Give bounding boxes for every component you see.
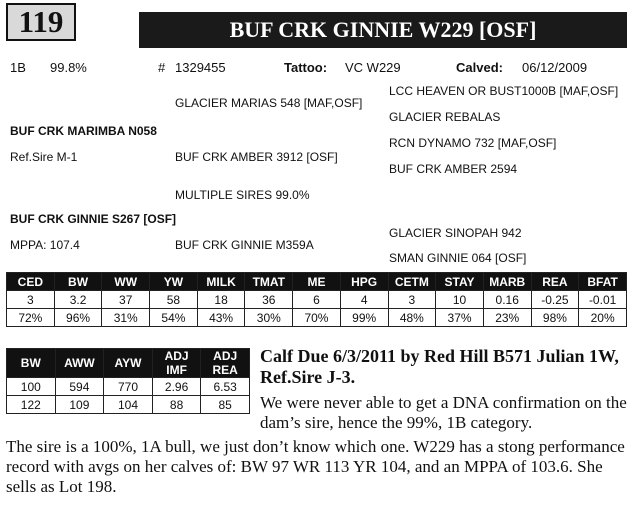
epd-header: WW [102,273,150,291]
perf-ratio: 122 [7,396,56,414]
epd-percentile: 23% [483,309,531,327]
perf-ratio: 109 [55,396,104,414]
performance-table [6,348,250,414]
epd-header: ME [293,273,341,291]
epd-percentile: 98% [531,309,579,327]
epd-value: -0.25 [531,291,579,309]
pedigree-sdd: BUF CRK AMBER 2594 [389,162,518,176]
epd-header: REA [531,273,579,291]
perf-ratio: 88 [152,396,201,414]
epd-value: 3.2 [54,291,102,309]
sire-ref-note: Ref.Sire M-1 [10,150,78,164]
epd-header: YW [150,273,198,291]
epd-percentile-row [7,309,627,327]
epd-value: 4 [340,291,388,309]
pedigree-sds: RCN DYNAMO 732 [MAF,OSF] [389,136,557,150]
animal-name: BUF CRK GINNIE W229 [OSF] [139,12,627,48]
epd-value: 58 [150,291,198,309]
epd-percentile: 31% [102,309,150,327]
epd-header-row [7,273,627,291]
pedigree-ds: MULTIPLE SIRES 99.0% [175,188,310,202]
epd-value: -0.01 [579,291,627,309]
perf-header: AYW [104,349,153,378]
epd-table [6,272,627,327]
epd-value: 36 [245,291,293,309]
epd-header: HPG [340,273,388,291]
calved-date: 06/12/2009 [522,60,588,75]
tattoo-label: Tattoo: [284,60,328,75]
perf-value: 2.96 [152,378,201,396]
dam-mppa: MPPA: 107.4 [10,238,80,252]
tattoo-value: VC W229 [345,60,401,75]
epd-percentile: 72% [7,309,55,327]
epd-percentile: 70% [293,309,341,327]
epd-value: 0.16 [483,291,531,309]
epd-percentile: 48% [388,309,436,327]
pedigree-dd: BUF CRK GINNIE M359A [175,238,314,252]
calved-label: Calved: [456,60,503,75]
epd-header: TMAT [245,273,293,291]
epd-header: STAY [436,273,484,291]
epd-value: 3 [388,291,436,309]
epd-header: CED [7,273,55,291]
perf-ratio-row [7,396,250,414]
epd-value: 37 [102,291,150,309]
epd-header: BFAT [579,273,627,291]
calf-due-note: Calf Due 6/3/2011 by Red Hill B571 Julian 1W, Ref.Sire J-3. [260,346,619,387]
perf-header: ADJ IMF [152,349,201,378]
perf-value-row [7,378,250,396]
pedigree-ss: GLACIER MARIAS 548 [MAF,OSF] [175,96,363,110]
perf-header: AWW [55,349,104,378]
epd-value: 3 [7,291,55,309]
epd-percentile: 96% [54,309,102,327]
perf-ratio: 85 [201,396,250,414]
perf-value: 770 [104,378,153,396]
pedigree-sd: BUF CRK AMBER 3912 [OSF] [175,150,338,164]
epd-percentile: 99% [340,309,388,327]
perf-header-row [7,349,250,378]
pedigree-dam: BUF CRK GINNIE S267 [OSF] [10,212,177,226]
comment-paragraph-right: We were never able to get a DNA confirmation on the dam’s sire, hence the 99%, 1B category. [260,393,627,432]
pedigree-sss: LCC HEAVEN OR BUST1000B [MAF,OSF] [389,84,619,98]
comment-paragraph-full: The sire is a 100%, 1A bull, we just don’t know which one. W229 has a stong performance record with avgs on her calves of: BW 97 WR 113 YR 104, and an MPPA of 103.6. She sells as Lot 198. [6,437,625,496]
perf-ratio: 104 [104,396,153,414]
perf-value: 6.53 [201,378,250,396]
epd-header: MARB [483,273,531,291]
epd-percentile: 30% [245,309,293,327]
epd-value: 10 [436,291,484,309]
pedigree-ddd: SMAN GINNIE 064 [OSF] [389,251,527,265]
reg-number: 1329455 [175,60,226,75]
perf-value: 100 [7,378,56,396]
epd-value: 6 [293,291,341,309]
epd-percentile: 43% [197,309,245,327]
epd-header: CETM [388,273,436,291]
epd-header: MILK [197,273,245,291]
epd-percentile: 37% [436,309,484,327]
reg-label: # [158,60,166,75]
pedigree-dds: GLACIER SINOPAH 942 [389,226,522,240]
perf-value: 594 [55,378,104,396]
pedigree-ssd: GLACIER REBALAS [389,110,501,124]
epd-value-row [7,291,627,309]
epd-percentile: 54% [150,309,198,327]
epd-percentile: 20% [579,309,627,327]
lot-number: 119 [6,3,76,41]
pedigree-sire: BUF CRK MARIMBA N058 [10,124,157,138]
epd-value: 18 [197,291,245,309]
perf-header: ADJ REA [201,349,250,378]
percent-blood: 99.8% [50,60,87,75]
epd-header: BW [54,273,102,291]
category: 1B [10,60,26,75]
perf-header: BW [7,349,56,378]
